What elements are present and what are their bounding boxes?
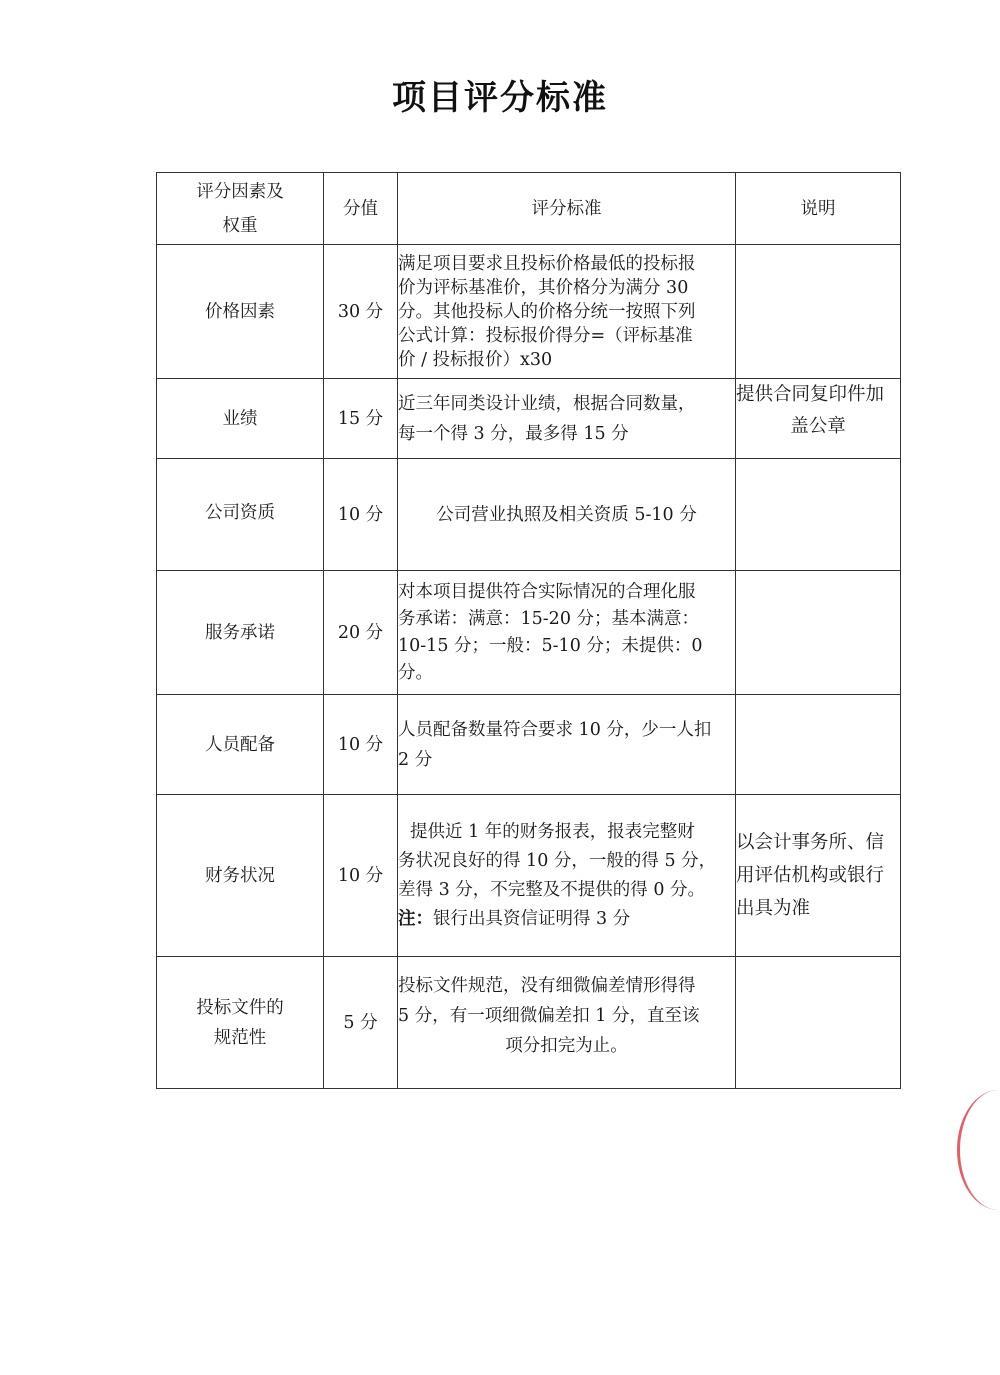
criteria-line: 差得 3 分，不完整及不提供的得 0 分。 xyxy=(398,879,706,900)
table-header-row xyxy=(157,173,901,245)
factor-cell: 业绩 xyxy=(157,379,324,459)
criteria-line: 务状况良好的得 10 分，一般的得 5 分， xyxy=(398,850,717,871)
note-cell xyxy=(736,459,901,571)
criteria-note-text: 银行出具资信证明得 3 分 xyxy=(433,908,631,929)
criteria-line: 项分扣完为止。 xyxy=(505,1036,628,1056)
factor-line: 规范性 xyxy=(213,1027,267,1048)
table-row xyxy=(157,459,901,571)
criteria-cell xyxy=(398,459,736,571)
criteria-line: 人员配备数量符合要求 10 分，少一人扣 xyxy=(398,719,712,740)
criteria-cell xyxy=(398,695,736,795)
criteria-line: 近三年同类设计业绩，根据合同数量， xyxy=(398,393,696,414)
criteria-cell xyxy=(398,379,736,459)
criteria-line: 满足项目要求且投标价格最低的投标报 xyxy=(398,253,696,274)
score-cell: 30 分 xyxy=(324,245,398,379)
note-cell xyxy=(736,571,901,695)
header-note: 说明 xyxy=(736,173,901,245)
criteria-cell xyxy=(398,957,736,1089)
factor-cell: 服务承诺 xyxy=(157,571,324,695)
criteria-line: 对本项目提供符合实际情况的合理化服 xyxy=(398,581,696,602)
note-cell xyxy=(736,957,901,1089)
score-cell: 10 分 xyxy=(324,695,398,795)
criteria-cell xyxy=(398,245,736,379)
criteria-cell xyxy=(398,795,736,957)
note-line: 盖公章 xyxy=(790,416,846,437)
header-factor xyxy=(157,173,324,245)
scoring-table xyxy=(156,172,901,1089)
note-line: 提供合同复印件加 xyxy=(736,384,885,405)
red-seal-stamp xyxy=(957,1090,1000,1210)
score-cell: 20 分 xyxy=(324,571,398,695)
table-row xyxy=(157,245,901,379)
criteria-line: 公司营业执照及相关资质 5-10 分 xyxy=(436,504,697,525)
score-cell: 10 分 xyxy=(324,459,398,571)
factor-cell xyxy=(157,957,324,1089)
factor-cell: 价格因素 xyxy=(157,245,324,379)
header-factor-line: 评分因素及 xyxy=(196,181,284,202)
factor-line: 投标文件的 xyxy=(196,997,284,1018)
table-row xyxy=(157,795,901,957)
criteria-line: 分。其他投标人的价格分统一按照下列 xyxy=(398,301,696,322)
note-line: 用评估机构或银行 xyxy=(736,865,885,886)
criteria-cell xyxy=(398,571,736,695)
table-row xyxy=(157,957,901,1089)
criteria-line: 提供近 1 年的财务报表，报表完整财 xyxy=(410,821,695,842)
note-cell xyxy=(736,695,901,795)
factor-cell: 财务状况 xyxy=(157,795,324,957)
note-cell xyxy=(736,379,901,459)
table-row xyxy=(157,571,901,695)
criteria-line: 价 / 投标报价）x30 xyxy=(398,349,553,370)
criteria-line: 公式计算：投标报价得分=（评标基准 xyxy=(398,325,693,346)
score-cell: 10 分 xyxy=(324,795,398,957)
note-cell xyxy=(736,245,901,379)
criteria-line: 投标文件规范，没有细微偏差情形得得 xyxy=(398,976,696,996)
table-row xyxy=(157,379,901,459)
criteria-line: 务承诺：满意：15-20 分；基本满意： xyxy=(398,608,700,629)
criteria-line: 价为评标基准价，其价格分为满分 30 xyxy=(398,277,689,298)
criteria-line: 分。 xyxy=(398,662,433,683)
criteria-line: 2 分 xyxy=(398,749,433,770)
table-row xyxy=(157,695,901,795)
criteria-line: 每一个得 3 分，最多得 15 分 xyxy=(398,423,629,444)
criteria-note-label: 注： xyxy=(398,908,433,929)
factor-cell: 人员配备 xyxy=(157,695,324,795)
criteria-note-line xyxy=(398,905,735,934)
factor-cell: 公司资质 xyxy=(157,459,324,571)
note-line: 出具为准 xyxy=(736,898,811,919)
criteria-line: 10-15 分；一般：5-10 分；未提供：0 xyxy=(398,635,703,656)
note-line: 以会计事务所、信 xyxy=(736,832,885,853)
page-title: 项目评分标准 xyxy=(392,78,608,118)
score-cell: 5 分 xyxy=(324,957,398,1089)
header-factor-line: 权重 xyxy=(222,215,258,236)
criteria-line: 5 分，有一项细微偏差扣 1 分，直至该 xyxy=(398,1006,700,1026)
score-cell: 15 分 xyxy=(324,379,398,459)
header-criteria: 评分标准 xyxy=(398,173,736,245)
header-score: 分值 xyxy=(324,173,398,245)
note-cell xyxy=(736,795,901,957)
